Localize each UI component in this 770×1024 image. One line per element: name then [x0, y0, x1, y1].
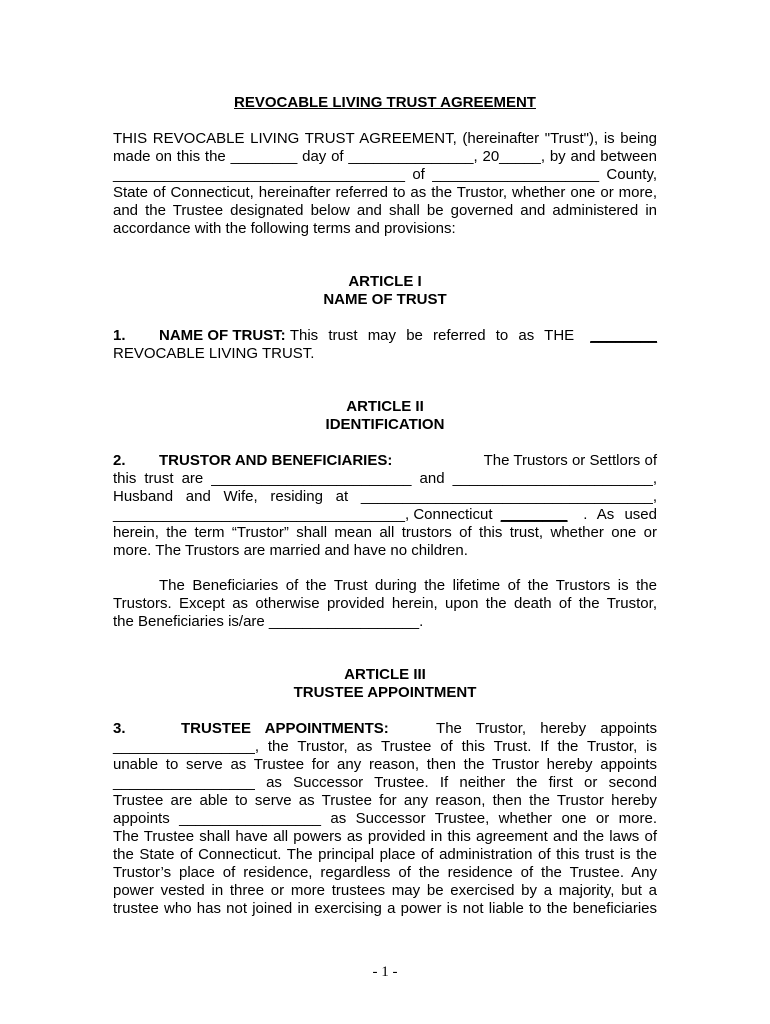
beneficiaries-line-1: The Beneficiaries of the Trust during the lifetime of the Trustors is the [159, 577, 657, 594]
article-1-subheading: NAME OF TRUST [323, 291, 447, 308]
article-3-line-8: the State of Connecticut. The principal place of administration of this trust is the [113, 846, 657, 863]
document-page [113, 0, 657, 1024]
article-3-line-4: _________________ as Successor Trustee. If neither the first or second [113, 774, 657, 791]
state-blank: ________ [500, 506, 568, 523]
intro-line-6: accordance with the following terms and provisions: [113, 220, 456, 237]
section-1-label: NAME OF TRUST: [159, 327, 286, 344]
article-3-line-11: trustee who has not joined in exercising a power is not liable to the beneficiaries [113, 900, 657, 917]
section-3-number: 3. [113, 720, 126, 737]
article-3-subheading: TRUSTEE APPOINTMENT [293, 684, 477, 701]
page-number: - 1 - [372, 964, 398, 980]
section-1-text: This trust may be referred to as THE [289, 327, 575, 344]
article-2-line-2: this trust are ________________________ and ________________________, [113, 470, 657, 487]
article-3-line-6: appoints _________________ as Successor Trustee, whether one or more. [113, 810, 657, 827]
intro-line-3: ___________________________________ of ____________________ County, [113, 166, 657, 183]
section-2-text: The Trustors or Settlors of [483, 452, 657, 469]
article-3-line-7: The Trustee shall have all powers as provided in this agreement and the laws of [113, 828, 657, 845]
article-2-heading: ARTICLE II [346, 398, 424, 415]
section-2-number: 2. [113, 452, 126, 469]
address-blank-text: ___________________________________, Connecticut [113, 506, 493, 523]
trust-name-blank: ________ [590, 327, 657, 344]
intro-line-2: made on this the ________ day of _______________, 20_____, by and between [113, 148, 657, 165]
intro-line-5: and the Trustee designated below and shall be governed and administered in [113, 202, 657, 219]
section-3-label: TRUSTEE APPOINTMENTS: [181, 720, 389, 737]
section-3-text: The Trustor, hereby appoints [436, 720, 657, 737]
as-used-text: . As used [583, 506, 657, 523]
article-1-line-2: REVOCABLE LIVING TRUST. [113, 345, 315, 362]
article-3-line-1 [113, 720, 657, 738]
article-1-heading: ARTICLE I [348, 273, 422, 290]
section-2-label: TRUSTOR AND BENEFICIARIES: [159, 452, 393, 469]
article-2-subheading: IDENTIFICATION [325, 416, 445, 433]
beneficiaries-line-3: the Beneficiaries is/are __________________. [113, 613, 424, 630]
article-2-line-5: herein, the term “Trustor” shall mean all trustors of this trust, whether one or [113, 524, 657, 541]
intro-line-4: State of Connecticut, hereinafter referred to as the Trustor, whether one or more, [113, 184, 657, 201]
article-3-line-3: unable to serve as Trustee for any reason, then the Trustor hereby appoints [113, 756, 657, 773]
article-3-line-9: Trustor’s place of residence, regardless of the residence of the Trustee. Any [113, 864, 657, 881]
intro-line-1: THIS REVOCABLE LIVING TRUST AGREEMENT, (hereinafter "Trust"), is being [113, 130, 657, 147]
article-1-line-1 [113, 327, 657, 345]
article-2-line-6: more. The Trustors are married and have no children. [113, 542, 468, 559]
document-title: REVOCABLE LIVING TRUST AGREEMENT [234, 94, 536, 111]
section-1-number: 1. [113, 327, 126, 344]
beneficiaries-line-2: Trustors. Except as otherwise provided herein, upon the death of the Trustor, [113, 595, 657, 612]
article-2-line-4 [113, 506, 657, 524]
article-2-line-3: Husband and Wife, residing at ___________________________________, [113, 488, 657, 505]
article-2-line-1 [113, 452, 657, 470]
article-3-line-10: power vested in three or more trustees may be exercised by a majority, but a [113, 882, 657, 899]
article-3-line-2: _________________, the Trustor, as Trustee of this Trust. If the Trustor, is [113, 738, 657, 755]
article-3-heading: ARTICLE III [344, 666, 426, 683]
article-3-line-5: Trustee are able to serve as Trustee for any reason, then the Trustor hereby [113, 792, 657, 809]
